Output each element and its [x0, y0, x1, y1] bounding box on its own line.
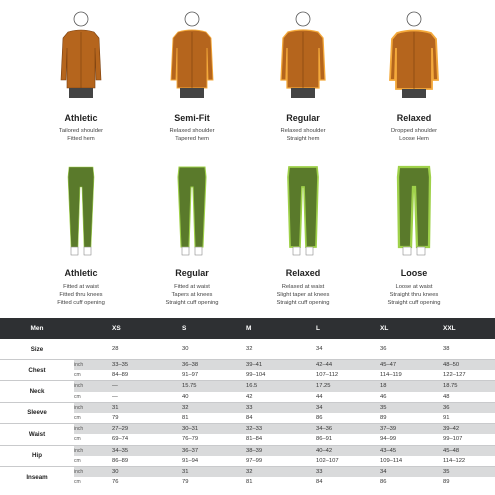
cell: 81–84 [246, 436, 263, 443]
unit-label: inch [74, 445, 112, 456]
cell: 32 [246, 346, 253, 352]
fit-name: Regular [175, 268, 209, 278]
unit-label: inch [74, 424, 112, 435]
fit-desc: Straight thru knees [389, 292, 439, 298]
cell: 34–35 [112, 445, 182, 456]
fit-name: Semi-Fit [174, 113, 210, 123]
cell: 30–31 [182, 424, 246, 435]
table-row-neck-inch [0, 381, 495, 392]
cell: 84 [316, 479, 323, 486]
cell: 40–42 [316, 445, 380, 456]
unit-label: inch [74, 466, 112, 477]
cell: 86 [316, 415, 323, 422]
fit-name: Loose [400, 268, 428, 278]
fit-desc: Tapered hem [175, 136, 209, 142]
size-header: XXL [443, 318, 495, 339]
cell: 34 [316, 346, 323, 352]
size-header: S [182, 318, 246, 339]
fit-desc: Loose Hem [399, 136, 429, 142]
cell: 69–74 [112, 436, 129, 443]
cell: 34 [380, 466, 443, 477]
cell: 86–89 [112, 457, 129, 464]
cell: 114–119 [380, 372, 402, 379]
cell: 89 [380, 415, 387, 422]
cell: 39–42 [443, 424, 495, 435]
cell: 84 [246, 415, 253, 422]
cell: 91–97 [182, 372, 199, 379]
fit-card-bottom-athletic [26, 157, 136, 314]
table-row-waist-inch [0, 424, 495, 435]
cell: 36–37 [182, 445, 246, 456]
cell: 81 [182, 415, 189, 422]
cell: 34–36 [316, 424, 380, 435]
cell: 48–50 [443, 360, 495, 371]
fit-card-top-regular [248, 0, 358, 157]
cell: 48 [443, 393, 450, 400]
cell: 94–99 [380, 436, 397, 443]
jacket-figure-icon [273, 8, 333, 100]
cell: 32 [182, 402, 246, 413]
cell: 91 [443, 415, 450, 422]
row-label: Neck [0, 381, 74, 402]
fit-name: Regular [286, 113, 320, 123]
cell: 102–107 [316, 457, 339, 464]
fit-desc: Straight hem [286, 136, 320, 142]
cell: 28 [112, 346, 119, 352]
table-row-sleeve-cm [0, 413, 495, 424]
table-row-neck-cm [0, 392, 495, 403]
cell: 33 [316, 466, 380, 477]
jacket-figure-icon [162, 8, 222, 100]
fit-desc: Dropped shoulder [390, 128, 438, 134]
cell: 42–44 [316, 360, 380, 371]
fit-desc: Fitted hem [67, 136, 95, 142]
fit-desc: Slight taper at knees [276, 292, 330, 298]
fit-card-top-semi-fit [137, 0, 247, 157]
fit-card-top-relaxed [359, 0, 469, 157]
cell: 76 [112, 479, 119, 486]
cell: 86–91 [316, 436, 333, 443]
pants-figure-icon [61, 163, 101, 259]
cell: 32–33 [246, 424, 316, 435]
cell: 38–39 [246, 445, 316, 456]
table-row-inseam-inch [0, 466, 495, 477]
table-header-row [0, 318, 495, 339]
cell: — [112, 393, 118, 400]
pants-figure-icon [172, 163, 212, 259]
cell: 38 [443, 346, 450, 352]
cell: 43–45 [380, 445, 443, 456]
cell: 81 [246, 479, 253, 486]
unit-label: inch [74, 402, 112, 413]
fit-desc: Relaxed shoulder [280, 128, 326, 134]
cell: 84–89 [112, 372, 129, 379]
cell: 89 [443, 479, 450, 486]
table-row-chest-cm [0, 370, 495, 381]
cell: — [112, 381, 182, 392]
cell: 33 [246, 402, 316, 413]
cell: 42 [246, 393, 253, 400]
fit-desc: Fitted at waist [174, 284, 210, 290]
cell: 35 [443, 466, 495, 477]
cell: 31 [182, 466, 246, 477]
unit-label: cm [74, 393, 81, 400]
unit-label: cm [74, 372, 81, 379]
fit-desc: Straight cuff opening [276, 300, 330, 306]
unit-label: cm [74, 436, 81, 443]
cell: 30 [112, 466, 182, 477]
row-label: Inseam [0, 466, 74, 487]
unit-label: cm [74, 457, 81, 464]
cell: 114–122 [443, 457, 466, 464]
cell: 45–48 [443, 445, 495, 456]
row-label: Size [30, 345, 44, 353]
fit-desc: Straight cuff opening [387, 300, 441, 306]
jacket-figure-icon [384, 8, 444, 100]
cell: 18 [380, 381, 443, 392]
cell: 35 [380, 402, 443, 413]
table-row-inseam-cm [0, 477, 495, 487]
cell: 31 [112, 402, 182, 413]
table-row-chest-inch [0, 360, 495, 371]
table-row-hip-cm [0, 456, 495, 467]
size-header: XS [112, 318, 182, 339]
cell: 97–99 [246, 457, 263, 464]
cell: 39–41 [246, 360, 316, 371]
fit-desc: Loose at waist [395, 284, 433, 290]
cell: 91–94 [182, 457, 199, 464]
header-corner: Men [0, 318, 74, 339]
row-label: Hip [0, 445, 74, 466]
fit-desc: Fitted cuff opening [57, 300, 105, 306]
cell: 86 [380, 479, 387, 486]
size-header: L [316, 318, 380, 339]
fit-desc: Tailored shoulder [58, 128, 104, 134]
fit-card-top-athletic [26, 0, 136, 157]
cell: 36 [443, 402, 495, 413]
cell: 30 [182, 346, 189, 352]
cell: 15.75 [182, 381, 246, 392]
cell: 79 [112, 415, 119, 422]
unit-label: inch [74, 360, 112, 371]
cell: 99–104 [246, 372, 266, 379]
cell: 99–107 [443, 436, 463, 443]
row-label: Sleeve [0, 402, 74, 423]
jacket-figure-icon [51, 8, 111, 100]
fit-card-bottom-loose [359, 157, 469, 314]
cell: 46 [380, 393, 387, 400]
cell: 107–112 [316, 372, 339, 379]
row-label: Waist [0, 424, 74, 445]
table-row-waist-cm [0, 434, 495, 445]
fit-name: Relaxed [396, 113, 432, 123]
size-header: XL [380, 318, 443, 339]
fit-card-bottom-relaxed [248, 157, 358, 314]
cell: 33–35 [112, 360, 182, 371]
cell: 17.25 [316, 381, 380, 392]
pants-figure-icon [394, 163, 434, 259]
fit-desc: Relaxed at waist [281, 284, 325, 290]
table-row-sleeve-inch [0, 402, 495, 413]
cell: 79 [182, 479, 189, 486]
size-chart-table [0, 318, 495, 487]
cell: 76–79 [182, 436, 199, 443]
fit-name: Athletic [64, 113, 98, 123]
unit-label: cm [74, 479, 81, 486]
cell: 32 [246, 466, 316, 477]
table-row-size [0, 339, 495, 360]
unit-label: cm [74, 415, 81, 422]
cell: 37–39 [380, 424, 443, 435]
fit-desc: Fitted at waist [63, 284, 99, 290]
fit-desc: Straight cuff opening [165, 300, 219, 306]
fit-name: Athletic [64, 268, 98, 278]
fit-name: Relaxed [285, 268, 321, 278]
cell: 27–29 [112, 424, 182, 435]
fit-desc: Fitted thru knees [59, 292, 103, 298]
tops-fit-row [0, 0, 495, 157]
unit-label: inch [74, 381, 112, 392]
table-row-hip-inch [0, 445, 495, 456]
cell: 44 [316, 393, 323, 400]
cell: 18.75 [443, 381, 495, 392]
cell: 36–38 [182, 360, 246, 371]
fit-card-bottom-regular [137, 157, 247, 314]
cell: 122–127 [443, 372, 466, 379]
cell: 109–114 [380, 457, 403, 464]
fit-desc: Relaxed shoulder [169, 128, 215, 134]
pants-figure-icon [283, 163, 323, 259]
cell: 45–47 [380, 360, 443, 371]
cell: 16.5 [246, 381, 316, 392]
row-label: Chest [0, 360, 74, 381]
bottoms-fit-row [0, 157, 495, 314]
cell: 40 [182, 393, 189, 400]
cell: 36 [380, 346, 387, 352]
fit-desc: Tapers at knees [171, 292, 213, 298]
size-header: M [246, 318, 316, 339]
cell: 34 [316, 402, 380, 413]
